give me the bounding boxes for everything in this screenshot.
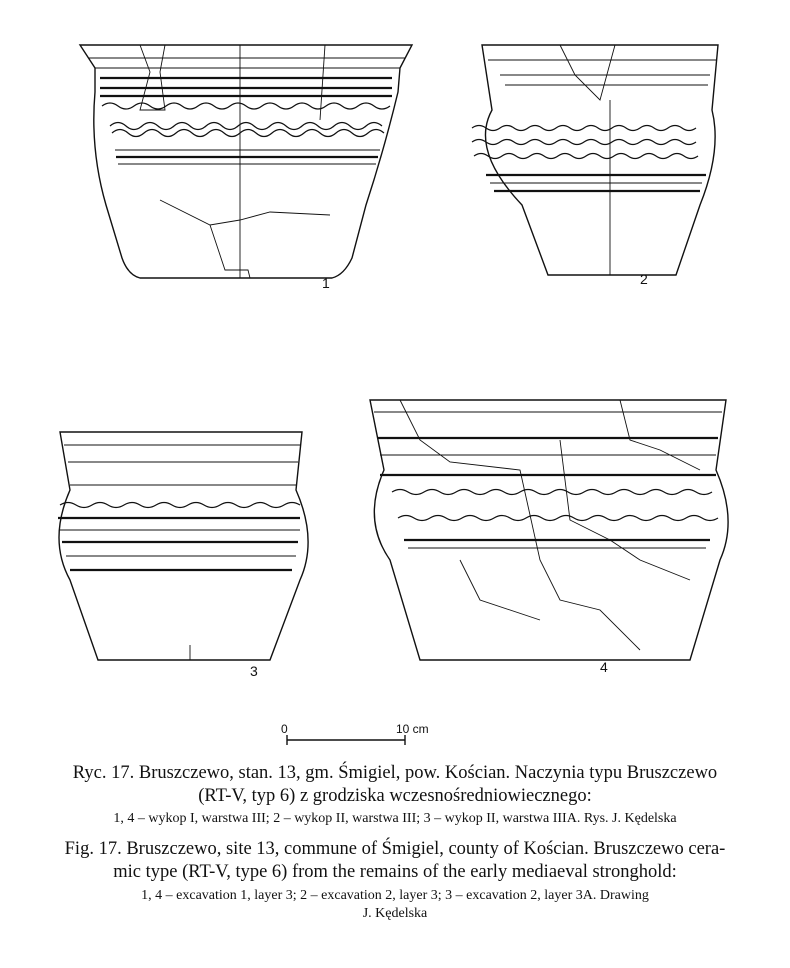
caption-english-line-2: mic type (RT-V, type 6) from the remains of the early mediaeval stronghold: bbox=[113, 862, 677, 882]
vessel-1-drawing bbox=[80, 45, 412, 278]
scale-bar-end-label: 10 cm bbox=[396, 722, 429, 736]
vessel-2-drawing bbox=[472, 45, 718, 275]
vessel-4-label: 4 bbox=[600, 659, 608, 675]
vessel-3-drawing bbox=[58, 432, 308, 660]
caption-english-details-line-1: 1, 4 – excavation 1, layer 3; 2 – excavation 2, layer 3; 3 – excavation 2, layer 3A. Drawing bbox=[141, 888, 649, 903]
vessel-4-drawing bbox=[370, 400, 728, 660]
vessel-2-label: 2 bbox=[640, 271, 648, 287]
caption-english bbox=[0, 838, 790, 884]
caption-polish-details: 1, 4 – wykop I, warstwa III; 2 – wykop II, warstwa III; 3 – wykop II, warstwa IIIA. Rys. J. Kędelska bbox=[113, 811, 677, 826]
caption-english-details-line-2: J. Kędelska bbox=[362, 906, 428, 921]
vessel-3-label: 3 bbox=[250, 663, 258, 679]
scale-bar-start-label: 0 bbox=[281, 722, 288, 736]
caption-polish-line-1: Ryc. 17. Bruszczewo, stan. 13, gm. Śmigiel, pow. Kościan. Naczynia typu Bruszczewo bbox=[72, 763, 718, 783]
caption-english-line-1: Fig. 17. Bruszczewo, site 13, commune of Śmigiel, county of Kościan. Bruszczewo cera- bbox=[64, 839, 726, 859]
caption-polish-line-2: (RT-V, typ 6) z grodziska wczesnośredniowiecznego: bbox=[198, 786, 592, 806]
caption-polish bbox=[0, 762, 790, 808]
caption-english-details bbox=[0, 887, 790, 923]
scale-bar bbox=[287, 735, 405, 745]
vessel-1-label: 1 bbox=[322, 275, 330, 291]
